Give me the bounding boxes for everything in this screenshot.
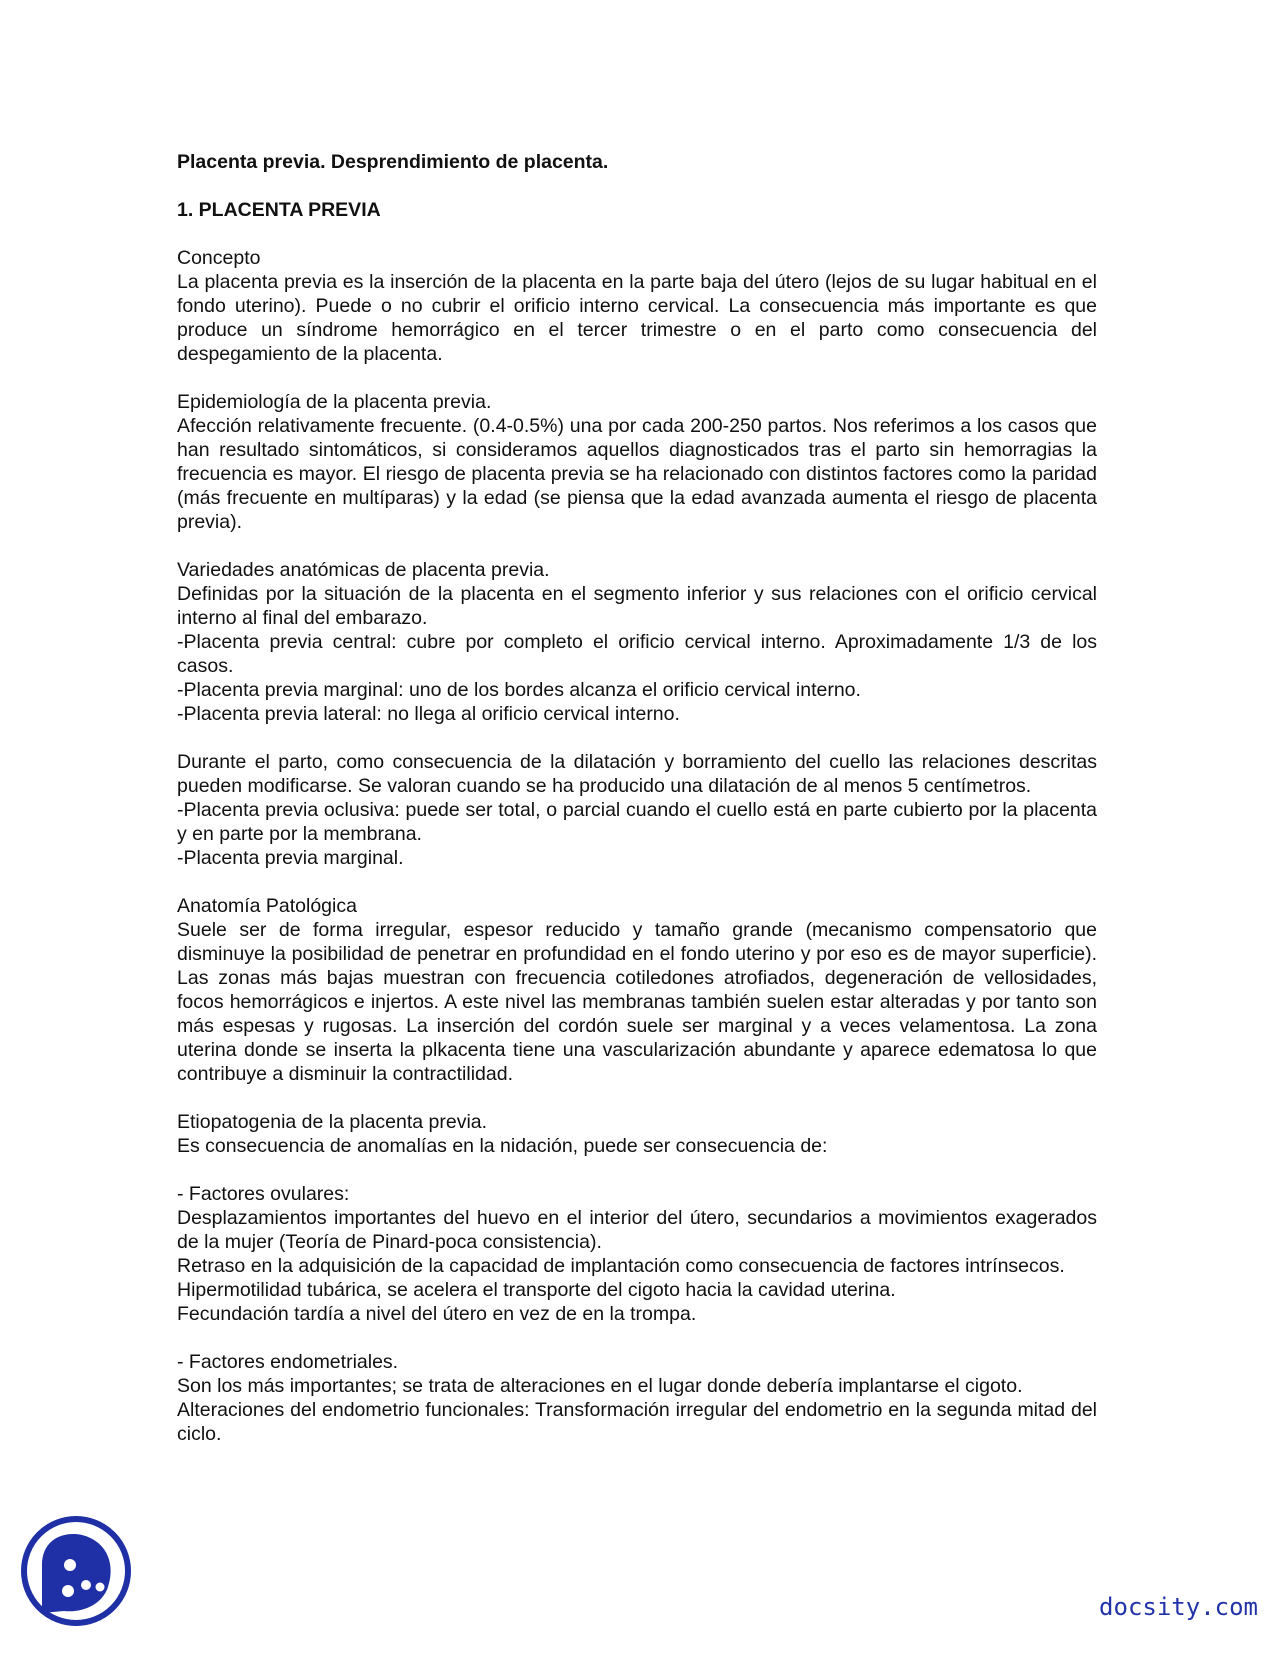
paragraph: -Placenta previa marginal. [177, 847, 404, 869]
paragraph: Fecundación tardía a nivel del útero en vez de en la trompa. [177, 1303, 697, 1325]
paragraph: Retraso en la adquisición de la capacidad de implantación como consecuencia de factores intrínsecos. [177, 1255, 1065, 1277]
section-subheading: - Factores endometriales. [177, 1351, 399, 1373]
section [177, 1110, 1097, 1158]
section [177, 390, 1097, 534]
section [177, 894, 1097, 1086]
section-subheading: Variedades anatómicas de placenta previa. [177, 559, 550, 581]
section-heading: 1. PLACENTA PREVIA [177, 199, 381, 221]
document-title: Placenta previa. Desprendimiento de placenta. [177, 151, 609, 173]
paragraph: Durante el parto, como consecuencia de la dilatación y borramiento del cuello las relaciones descritas pueden modificarse. Se valoran cuando se ha producido una dilatación de al menos 5 centímetros. [177, 751, 1097, 797]
paragraph: -Placenta previa lateral: no llega al orificio cervical interno. [177, 703, 680, 725]
section [177, 1182, 1097, 1326]
document-body [177, 246, 1097, 1446]
paragraph: -Placenta previa central: cubre por completo el orificio cervical interno. Aproximadamente 1/3 de los casos. [177, 631, 1097, 677]
paragraph: Desplazamientos importantes del huevo en el interior del útero, secundarios a movimientos exagerados de la mujer (Teoría de Pinard-poca consistencia). [177, 1207, 1097, 1253]
paragraph: -Placenta previa oclusiva: puede ser total, o parcial cuando el cuello está en parte cubierto por la placenta y en parte por la membrana. [177, 799, 1097, 845]
section-subheading: - Factores ovulares: [177, 1183, 350, 1205]
paragraph: Definidas por la situación de la placenta en el segmento inferior y sus relaciones con el orificio cervical interno al final del embarazo. [177, 583, 1097, 629]
section [177, 1350, 1097, 1446]
paragraph: Alteraciones del endometrio funcionales: Transformación irregular del endometrio en la segunda mitad del ciclo. [177, 1399, 1097, 1445]
section [177, 750, 1097, 870]
section-subheading: Concepto [177, 247, 261, 269]
document-page [177, 150, 1097, 1470]
paragraph: La placenta previa es la inserción de la placenta en la parte baja del útero (lejos de su lugar habitual en el fondo uterino). Puede o no cubrir el orificio interno cervical. La consecuencia más importante es que produce un síndrome hemorrágico en el tercer trimestre o en el parto como consecuencia del despegamiento de la placenta. [177, 271, 1097, 365]
paragraph: Hipermotilidad tubárica, se acelera el transporte del cigoto hacia la cavidad uterina. [177, 1279, 896, 1301]
paragraph: Afección relativamente frecuente. (0.4-0.5%) una por cada 200-250 partos. Nos referimos a los casos que han resultado sintomáticos, si consideramos aquellos diagnosticados tras el parto sin hemorragias la frecuencia es mayor. El riesgo de placenta previa se ha relacionado con distintos factores como la paridad (más frecuente en multíparas) y la edad (se piensa que la edad avanzada aumenta el riesgo de placenta previa). [177, 415, 1097, 533]
brand-link[interactable]: docsity.com [1099, 1593, 1258, 1621]
section-subheading: Epidemiología de la placenta previa. [177, 391, 492, 413]
section [177, 246, 1097, 366]
section-subheading: Etiopatogenia de la placenta previa. [177, 1111, 488, 1133]
docsity-logo-icon[interactable] [20, 1515, 132, 1627]
paragraph: Es consecuencia de anomalías en la nidación, puede ser consecuencia de: [177, 1135, 828, 1157]
section [177, 558, 1097, 726]
paragraph: Suele ser de forma irregular, espesor reducido y tamaño grande (mecanismo compensatorio que disminuye la posibilidad de penetrar en profundidad en el fondo uterino y por eso es de mayor superficie). Las zonas más bajas muestran con frecuencia cotiledones atrofiados, degeneración de vellosidades, focos hemorrágicos e injertos. A este nivel las membranas también suelen estar alteradas y por tanto son más espesas y rugosas. La inserción del cordón suele ser marginal y a veces velamentosa. La zona uterina donde se inserta la plkacenta tiene una vascularización abundante y aparece edematosa lo que contribuye a disminuir la contractilidad. [177, 919, 1097, 1085]
paragraph: Son los más importantes; se trata de alteraciones en el lugar donde debería implantarse el cigoto. [177, 1375, 1023, 1397]
paragraph: -Placenta previa marginal: uno de los bordes alcanza el orificio cervical interno. [177, 679, 861, 701]
section-subheading: Anatomía Patológica [177, 895, 357, 917]
